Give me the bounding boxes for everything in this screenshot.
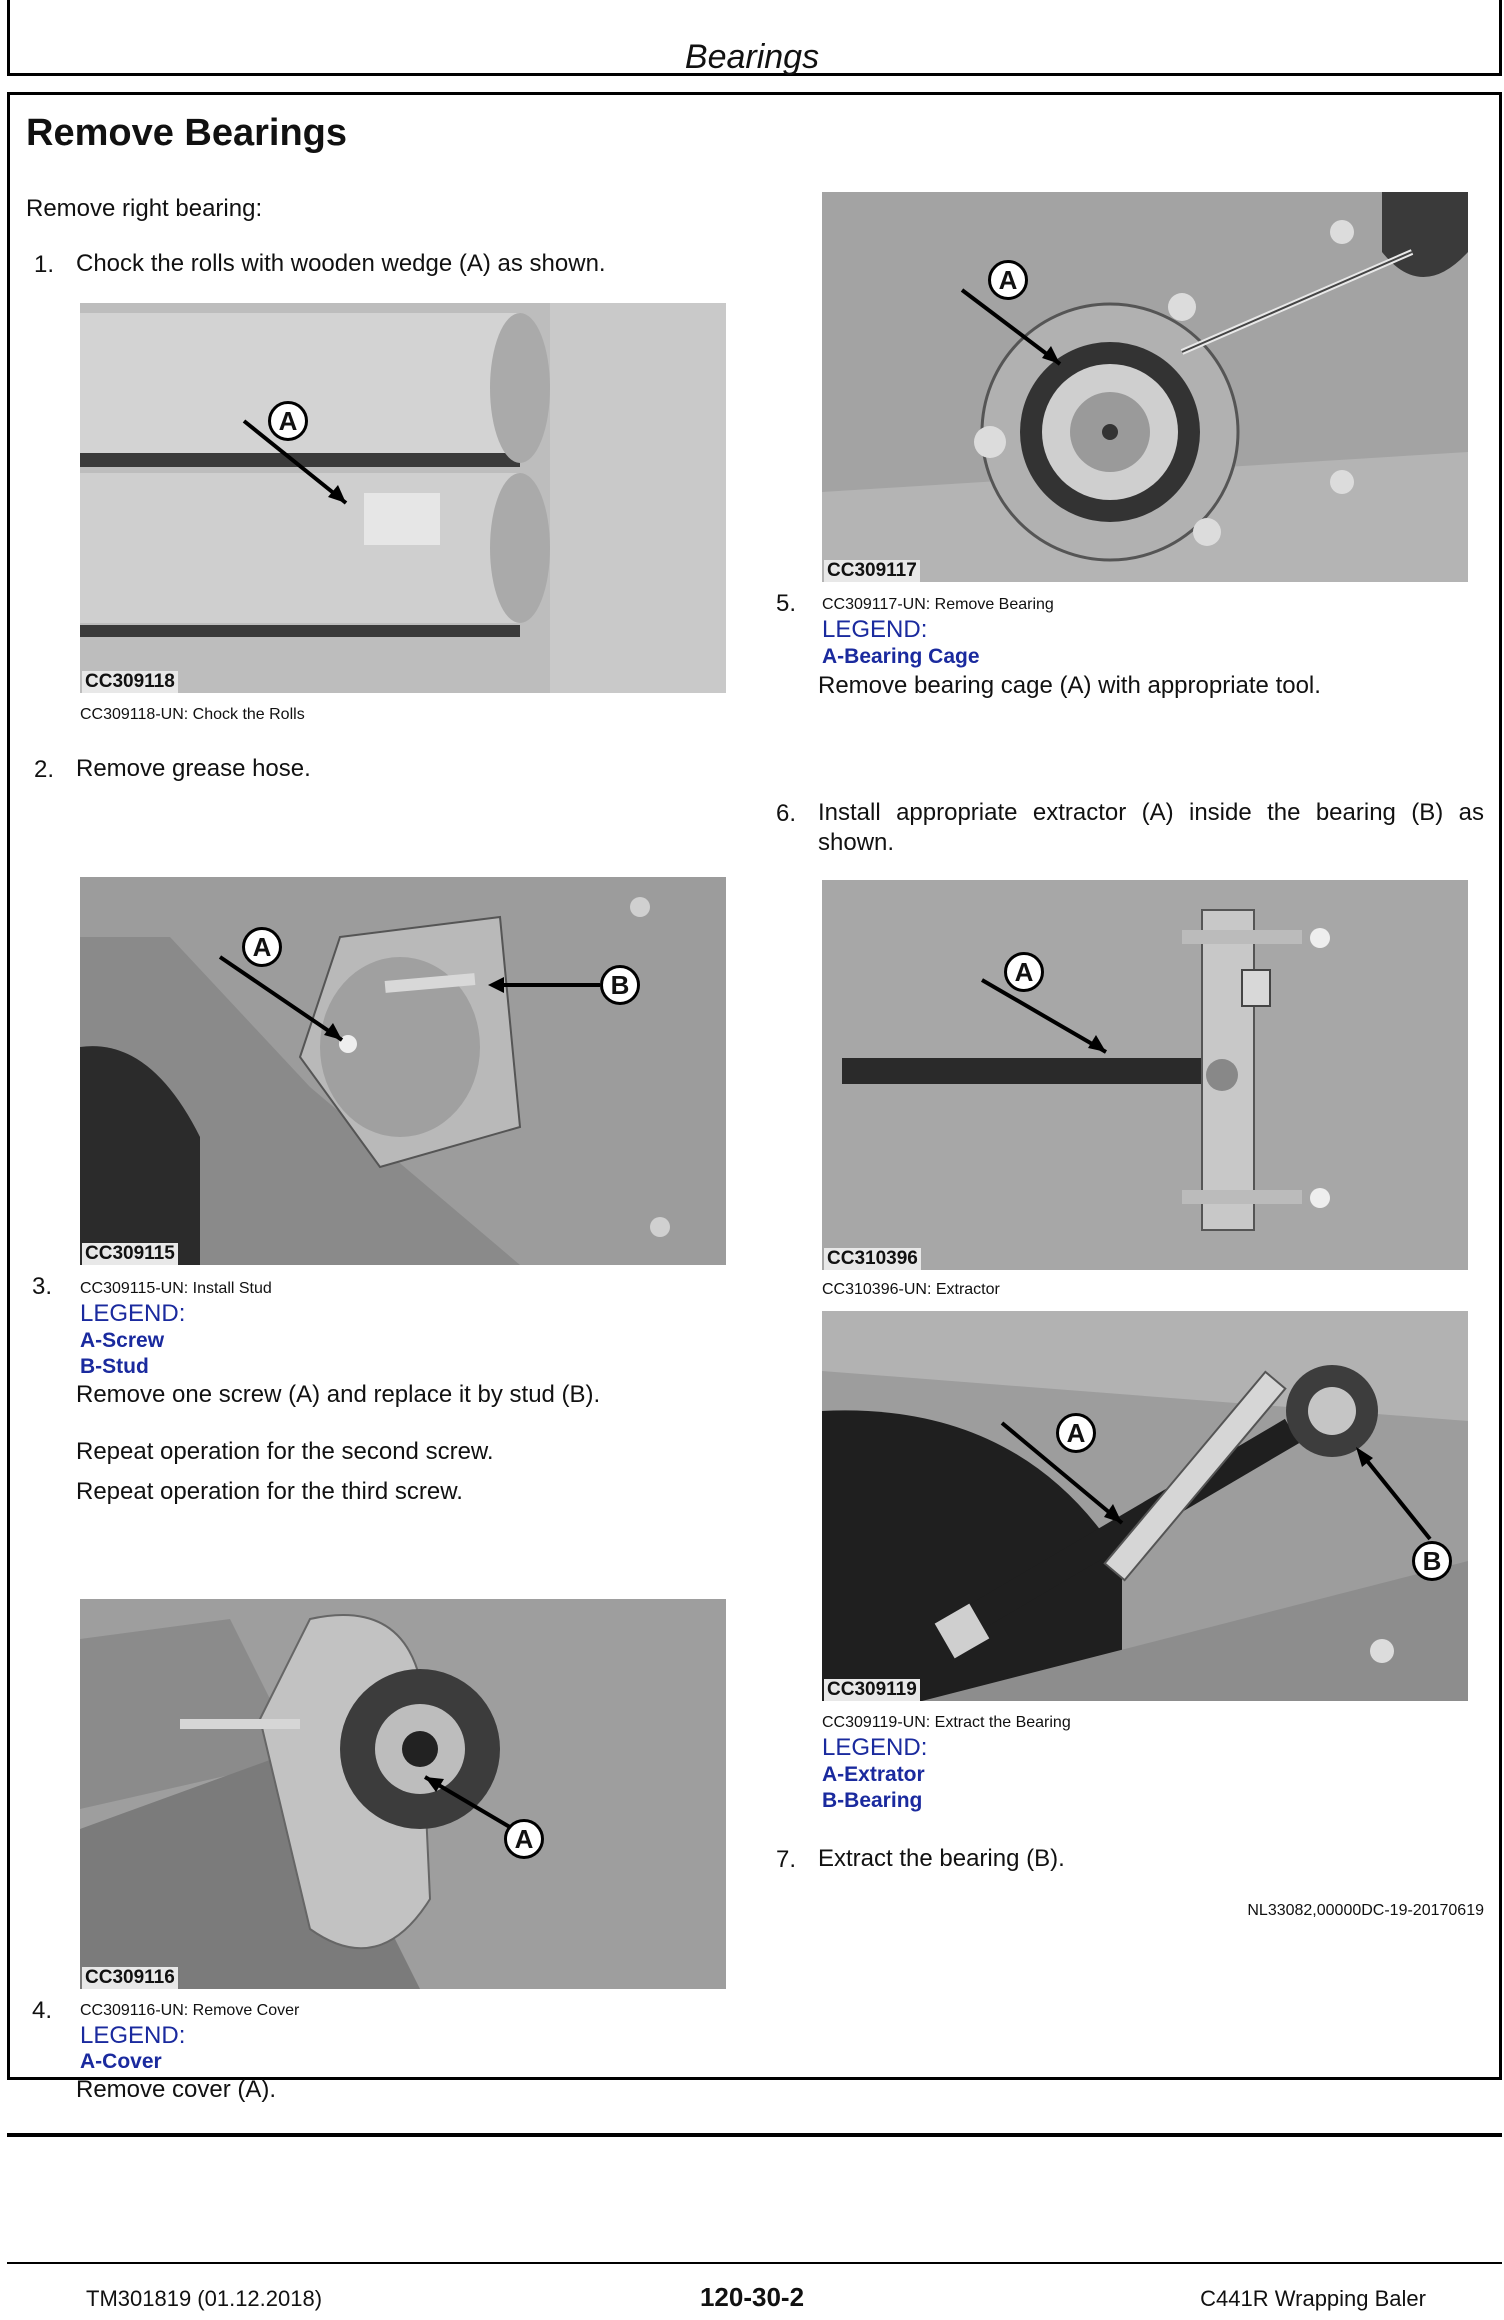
extract-bearing-illustration xyxy=(822,1311,1468,1701)
legend-item: B-Stud xyxy=(80,1355,149,1378)
figure-remove-cover xyxy=(80,1599,726,1989)
legend-item: A-Extrator xyxy=(822,1763,925,1786)
callout-b: B xyxy=(1412,1541,1452,1581)
callout-a: A xyxy=(242,927,282,967)
figure-caption: CC309118-UN: Chock the Rolls xyxy=(80,706,305,723)
callout-a: A xyxy=(268,401,308,441)
extractor-illustration xyxy=(822,880,1468,1270)
figure-caption: CC309119-UN: Extract the Bearing xyxy=(822,1714,1071,1731)
step-7-number: 7. xyxy=(776,1846,797,1873)
page-header-title: Bearings xyxy=(684,38,820,76)
callout-a: A xyxy=(1056,1413,1096,1453)
stud-illustration xyxy=(80,877,726,1265)
legend-heading: LEGEND: xyxy=(80,1300,186,1327)
callout-a: A xyxy=(988,260,1028,300)
section-title: Remove Bearings xyxy=(26,112,348,154)
figure-id: CC309117 xyxy=(824,560,920,582)
figure-id: CC310396 xyxy=(824,1248,921,1270)
figure-extract-bearing xyxy=(822,1311,1468,1701)
step-6-number: 6. xyxy=(776,800,797,827)
legend-item: A-Cover xyxy=(80,2050,162,2073)
step-5-number: 5. xyxy=(776,590,797,617)
figure-id: CC309115 xyxy=(82,1243,178,1265)
figure-extractor xyxy=(822,880,1468,1270)
cover-illustration xyxy=(80,1599,726,1989)
figure-id: CC309118 xyxy=(82,671,178,693)
legend-heading: LEGEND: xyxy=(822,616,928,643)
bearing-cage-illustration xyxy=(822,192,1468,582)
figure-remove-bearing xyxy=(822,192,1468,582)
figure-id: CC309116 xyxy=(82,1967,178,1989)
legend-item: A-Screw xyxy=(80,1329,165,1352)
step-3-number: 3. xyxy=(32,1273,53,1300)
callout-a: A xyxy=(504,1819,544,1859)
figure-chock-rolls xyxy=(80,303,726,693)
figure-caption: CC309117-UN: Remove Bearing xyxy=(822,596,1054,613)
legend-item: B-Bearing xyxy=(822,1789,923,1812)
step-6-text: Install appropriate extractor (A) inside the bearing (B) as shown. xyxy=(818,799,1484,856)
figure-id: CC309119 xyxy=(824,1679,920,1701)
figure-caption: CC309115-UN: Install Stud xyxy=(80,1280,272,1297)
figure-caption: CC309116-UN: Remove Cover xyxy=(80,2002,300,2019)
legend-heading: LEGEND: xyxy=(822,1734,928,1761)
legend-heading: LEGEND: xyxy=(80,2022,186,2049)
callout-a: A xyxy=(1004,952,1044,992)
step-7-text: Extract the bearing (B). xyxy=(818,1845,1065,1872)
step-3-text: Remove one screw (A) and replace it by stud (B). xyxy=(76,1381,601,1408)
footer-page-number: 120-30-2 xyxy=(699,2282,805,2312)
footer-rule xyxy=(7,2262,1502,2264)
step-3-extra-2: Repeat operation for the third screw. xyxy=(76,1478,463,1505)
step-1-text: Chock the rolls with wooden wedge (A) as shown. xyxy=(76,250,606,277)
figure-install-stud xyxy=(80,877,726,1265)
rolls-illustration xyxy=(80,303,726,693)
step-3-extra-1: Repeat operation for the second screw. xyxy=(76,1438,494,1465)
callout-b: B xyxy=(600,965,640,1005)
footer-manual-id: TM301819 (01.12.2018) xyxy=(86,2286,323,2311)
step-2-number: 2. xyxy=(34,756,55,783)
footer-product-name: C441R Wrapping Baler xyxy=(1200,2286,1426,2311)
step-1-number: 1. xyxy=(34,251,55,278)
step-5-text: Remove bearing cage (A) with appropriate tool. xyxy=(818,672,1321,699)
legend-item: A-Bearing Cage xyxy=(822,645,980,668)
bottom-rule xyxy=(7,2133,1502,2137)
step-2-text: Remove grease hose. xyxy=(76,755,311,782)
figure-caption: CC310396-UN: Extractor xyxy=(822,1281,1000,1298)
document-reference: NL33082,00000DC-19-20170619 xyxy=(1247,1902,1484,1919)
intro-text: Remove right bearing: xyxy=(26,195,263,222)
step-4-number: 4. xyxy=(32,1997,53,2024)
step-4-text: Remove cover (A). xyxy=(76,2076,277,2103)
